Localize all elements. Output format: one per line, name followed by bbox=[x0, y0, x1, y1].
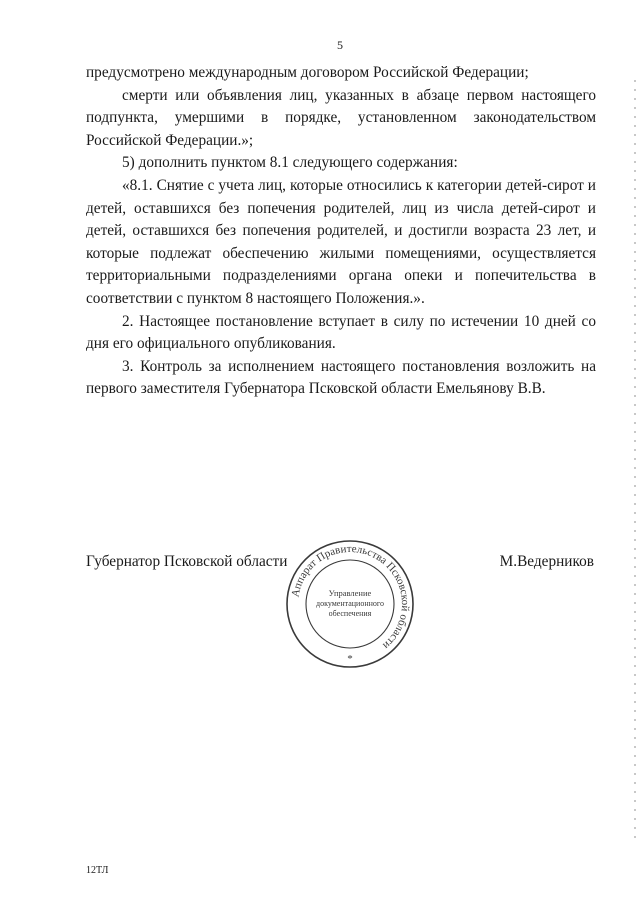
signature-name: М.Ведерников bbox=[499, 553, 594, 570]
paragraph-item-5: 5) дополнить пунктом 8.1 следующего содержания: bbox=[122, 154, 458, 172]
seal-inner-line-1: Управление bbox=[328, 588, 372, 598]
page-number: 5 bbox=[337, 38, 343, 52]
scan-edge-marks bbox=[634, 80, 636, 840]
seal-inner-line-3: обеспечения bbox=[328, 609, 372, 618]
paragraph-effective-date: 2. Настоящее постановление вступает в силу по истечении 10 дней со дня его официального опубликования. bbox=[86, 312, 596, 353]
seal-outer-text: Аппарат Правительства Псковской области bbox=[289, 542, 412, 652]
signature-position: Губернатор Псковской области bbox=[86, 553, 288, 570]
paragraph-death-clause: смерти или объявления лиц, указанных в абзаце первом настоящего подпункта, умершими в порядке, установленном законодательством Российской Федерации.»; bbox=[86, 86, 596, 149]
paragraph-item-8-1: «8.1. Снятие с учета лиц, которые относились к категории детей-сирот и детей, оставшихся без попечения родителей, лиц из числа детей-сирот и детей, оставшихся без попечения родителей, и достигли возраста 23 лет, и которые подлежат обеспечению жилыми помещениями, осуществляется территориальными подразделениями органа опеки и попечительства в соответствии с пунктом 8 настоящего Положения.». bbox=[86, 176, 596, 307]
paragraph-continuation: предусмотрено международным договором Российской Федерации; bbox=[86, 64, 529, 81]
official-seal bbox=[284, 538, 416, 670]
official-seal-graphic bbox=[284, 538, 416, 670]
seal-star: * bbox=[347, 653, 353, 665]
paragraph-control: 3. Контроль за исполнением настоящего постановления возложить на первого заместителя Губернатора Псковской области Емельянову В.В. bbox=[86, 357, 596, 398]
document-body bbox=[86, 62, 596, 401]
seal-inner-line-2: документационного bbox=[316, 599, 384, 608]
footer-code: 12ТЛ bbox=[86, 865, 109, 876]
